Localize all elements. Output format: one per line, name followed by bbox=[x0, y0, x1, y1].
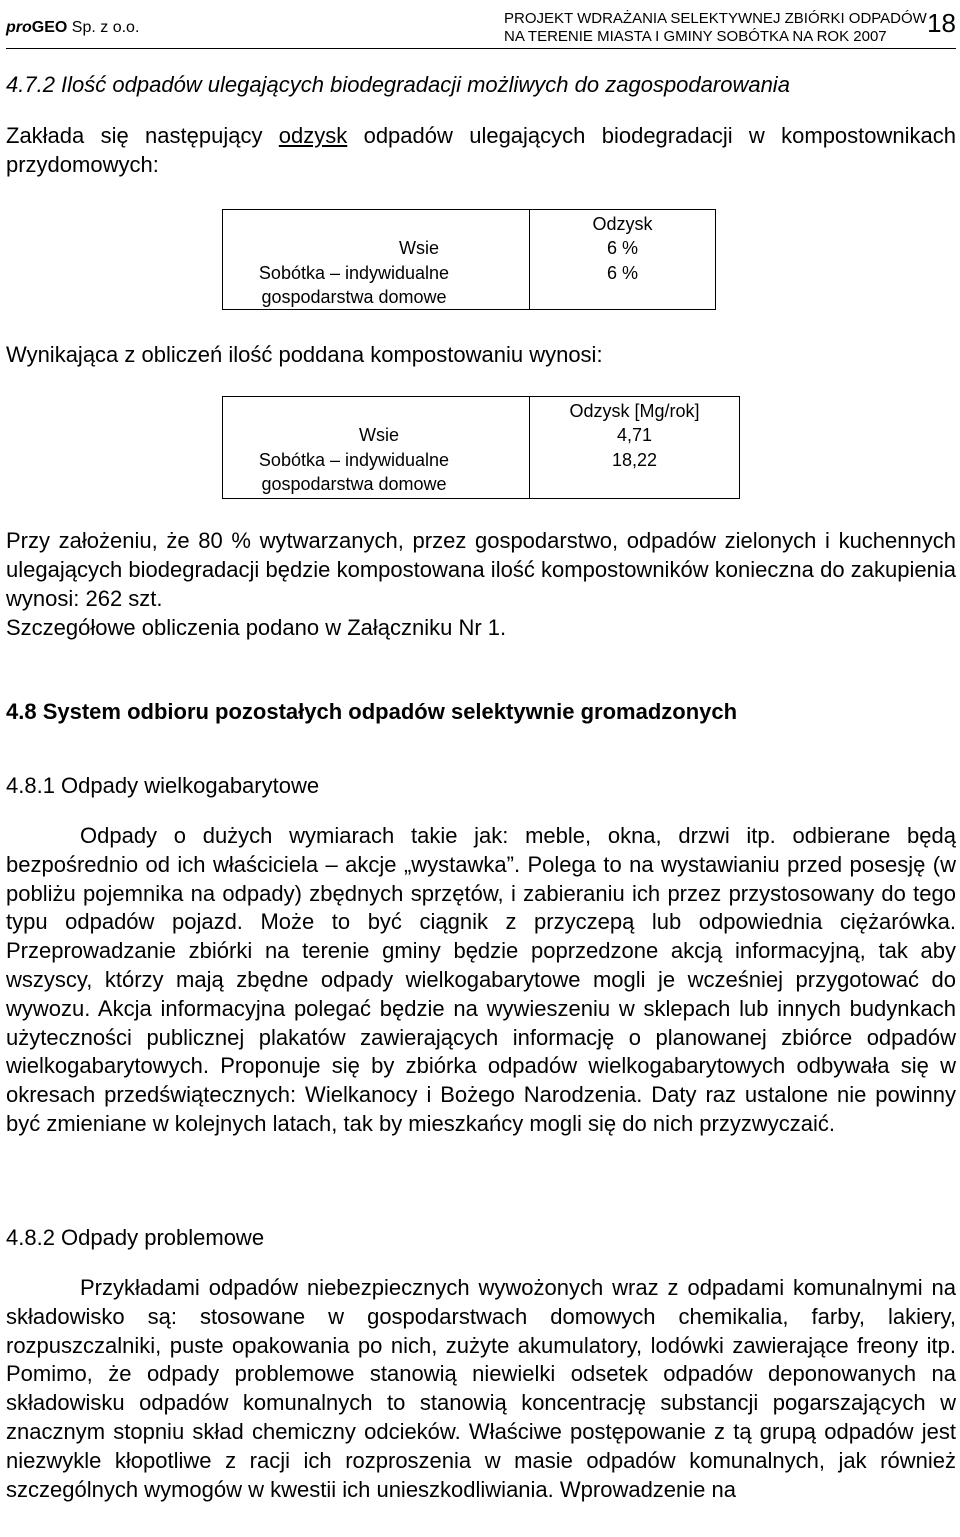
result-text: Wynikająca z obliczeń ilość poddana kompostowaniu wynosi: bbox=[6, 342, 603, 367]
section-heading-4-8: 4.8 System odbioru pozostałych odpadów selektywnie gromadzonych bbox=[6, 699, 738, 724]
table1-col-header: Odzysk bbox=[530, 210, 716, 237]
page-header bbox=[6, 8, 956, 48]
recovery-percent-table bbox=[222, 209, 716, 310]
table2-row-label: Sobótka – indywidualne gospodarstwa domowe bbox=[223, 448, 530, 498]
details-paragraph: Szczegółowe obliczenia podano w Załączniku Nr 1. bbox=[6, 615, 507, 640]
table2-col-header: Odzysk [Mg/rok] bbox=[530, 397, 740, 424]
page-number: 18 bbox=[927, 8, 956, 38]
section-heading-4-8-2: 4.8.2 Odpady problemowe bbox=[6, 1225, 265, 1250]
project-title-line2: NA TERENIE MIASTA I GMINY SOBÓTKA NA ROK 2007 bbox=[504, 28, 887, 45]
section-heading-4-7-2: 4.7.2 Ilość odpadów ulegających biodegradacji możliwych do zagospodarowania bbox=[6, 72, 790, 97]
project-title bbox=[504, 10, 927, 46]
section-heading-4-8-1: 4.8.1 Odpady wielkogabarytowe bbox=[6, 773, 320, 798]
bulky-waste-paragraph: Odpady o dużych wymiarach takie jak: meble, okna, drzwi itp. odbierane będą bezpośrednio od ich właściciela – akcje „wystawka”. Polega to na wystawianiu przed posesję (w pobliżu pojemnika na odpady) zbędnych sprzętów, i zabieraniu ich przez przystosowany do tego typu odpadów pojazd. Może to być ciągnik z przyczepą lub odpowiednia ciężarówka. Przeprowadzanie zbiórki na terenie gminy będzie poprzedzone akcją informacyjną, tak aby wszyscy, którzy mają zbędne odpady wielkogabarytowe mogli je wcześniej przygotować do wywozu. Akcja informacyjna polegać będzie na wywieszeniu w sklepach lub innych budynkach użyteczności publicznej plakatów zawierających informację o planowanej zbiórce odpadów wielkogabarytowych. Proponuje się by zbiórka odpadów wielkogabarytowych odbywała się w okresach przedświątecznych: Wielkanocy i Bożego Narodzenia. Daty raz ustalone nie powinny być zmieniane w kolejnych latach, tak by mieszkańcy mogli się do nich przyzwyczaić. bbox=[6, 823, 956, 1136]
table1-row-label: Sobótka – indywidualne gospodarstwa domowe bbox=[223, 261, 530, 310]
table1-empty-corner bbox=[223, 210, 530, 237]
table2-row-value: 4,71 bbox=[530, 423, 740, 448]
table1-row-label: Wsie bbox=[223, 236, 530, 261]
odzysk-link[interactable]: odzysk bbox=[278, 123, 348, 148]
table2-row-label: Wsie bbox=[223, 423, 530, 448]
problem-waste-paragraph: Przykładami odpadów niebezpiecznych wywożonych wraz z odpadami komunalnymi na składowisko są: stosowane w gospodarstwach domowych chemikalia, farby, lakiery, rozpuszczalniki, puste opakowania po nich, zużyte akumulatory, lodówki zawierające freony itp. Pomimo, że odpady problemowe stanowią niewielki odsetek odpadów deponowanych na składowisku odpadów komunalnych to stanowią koncentrację substancji pogarszających w znacznym stopniu skład chemiczny odcieków. Właściwe postępowanie z tą grupą odpadów jest niezwykle kłopotliwe z racji ich rozproszenia w masie odpadów komunalnych, jak również szczególnych wymogów w kwestii ich unieszkodliwiania. Wprowadzenie na bbox=[6, 1275, 956, 1502]
table2-row-value: 18,22 bbox=[530, 448, 740, 498]
assumption-paragraph: Przy założeniu, że 80 % wytwarzanych, przez gospodarstwo, odpadów zielonych i kuchennych ulegających biodegradacji będzie kompostowana ilość kompostowników konieczna do zakupienia wynosi: 262 szt. bbox=[6, 528, 956, 611]
table1-row-value: 6 % bbox=[530, 236, 716, 261]
company-name: proGEO Sp. z o.o. bbox=[6, 19, 140, 36]
table1-row-value: 6 % bbox=[530, 261, 716, 310]
project-title-line1: PROJEKT WDRAŻANIA SELEKTYWNEJ ZBIÓRKI ODPADÓW bbox=[504, 10, 927, 27]
recovery-amount-table bbox=[222, 396, 740, 499]
table2-empty-corner bbox=[223, 397, 530, 424]
intro-paragraph: Zakłada się następujący odzysk odpadów ulegających biodegradacji w kompostownikach przydomowych: bbox=[6, 123, 956, 177]
header-rule bbox=[6, 48, 956, 49]
